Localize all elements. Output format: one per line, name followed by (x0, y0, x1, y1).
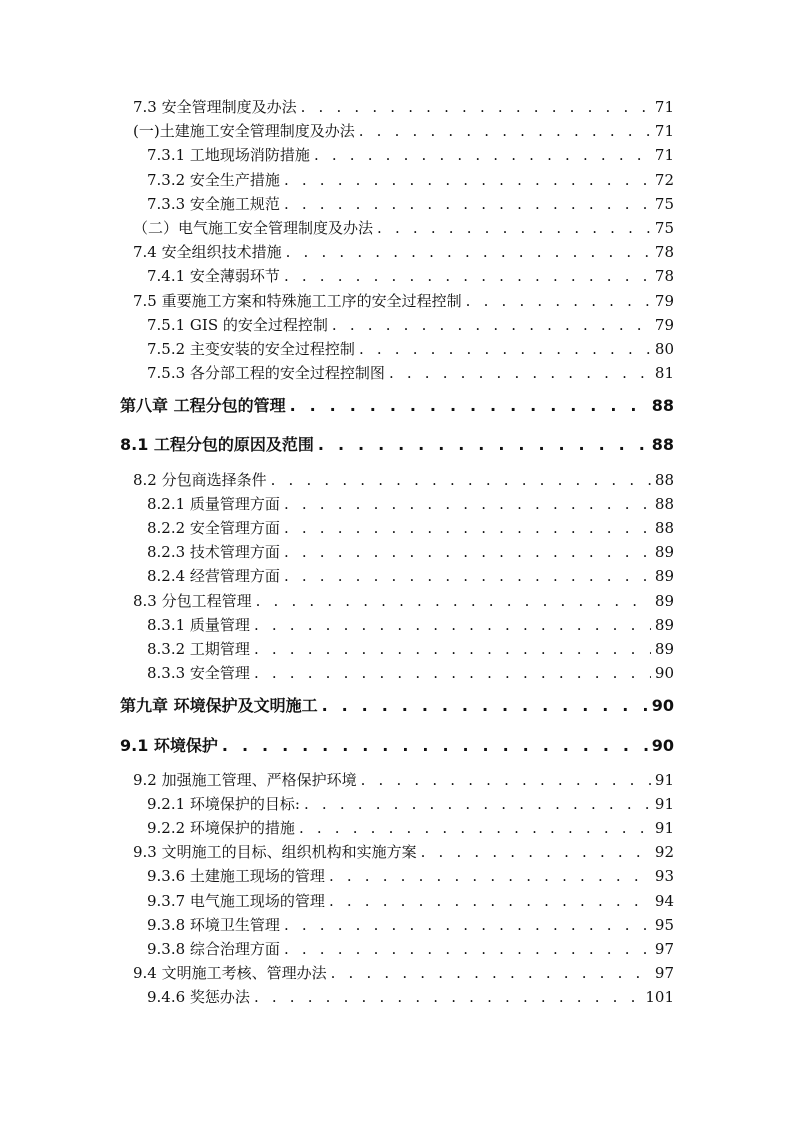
toc-entry-title: 9.3.7 电气施工现场的管理 (147, 891, 325, 910)
toc-entry[interactable] (120, 913, 674, 937)
toc-entry-title: 8.2.1 质量管理方面 (147, 494, 280, 513)
toc-entry-title: 9.2.1 环境保护的目标: (147, 794, 300, 813)
toc-entry-title: 7.4.1 安全薄弱环节 (147, 267, 280, 286)
dot-leader (271, 468, 651, 492)
toc-entry-title: 第八章 工程分包的管理 (120, 396, 286, 416)
toc-entry-page-number: 71 (654, 122, 674, 141)
dot-leader (304, 792, 651, 816)
dot-leader (318, 433, 648, 457)
toc-entry-page-number: 90 (654, 664, 674, 683)
toc-entry-page-number: 97 (654, 964, 674, 983)
toc-entry[interactable] (120, 734, 674, 758)
dot-leader (254, 613, 651, 637)
toc-entry-title: 9.4.6 奖惩办法 (147, 988, 250, 1007)
toc-entry-page-number: 80 (654, 339, 674, 358)
toc-entry-title: 8.1 工程分包的原因及范围 (120, 435, 314, 455)
toc-entry-title: 第九章 环境保护及文明施工 (120, 696, 318, 716)
dot-leader (377, 216, 651, 240)
dot-leader (284, 168, 651, 192)
dot-leader (466, 289, 651, 313)
dot-leader (359, 119, 651, 143)
toc-entry-page-number: 91 (654, 819, 674, 838)
toc-entry[interactable] (120, 289, 674, 313)
toc-entry-title: 7.5 重要施工方案和特殊施工工序的安全过程控制 (133, 291, 462, 310)
dot-leader (284, 192, 651, 216)
toc-entry[interactable] (120, 637, 674, 661)
toc-entry-page-number: 89 (654, 615, 674, 634)
toc-entry-page-number: 91 (654, 770, 674, 789)
dot-leader (301, 95, 651, 119)
toc-entry[interactable] (120, 516, 674, 540)
toc-entry[interactable] (120, 337, 674, 361)
toc-entry[interactable] (120, 589, 674, 613)
toc-entry-title: 7.3.2 安全生产措施 (147, 170, 280, 189)
toc-entry-title: 8.2.2 安全管理方面 (147, 519, 280, 537)
toc-entry-page-number: 78 (654, 243, 674, 262)
toc-entry-title: 9.2.2 环境保护的措施 (147, 819, 295, 838)
toc-entry-page-number: 71 (654, 146, 674, 165)
toc-entry-page-number: 88 (654, 494, 674, 513)
dot-leader (329, 889, 651, 913)
toc-entry[interactable] (120, 216, 674, 240)
dot-leader (284, 492, 651, 516)
toc-entry[interactable] (120, 492, 674, 516)
toc-entry-page-number: 93 (654, 867, 674, 886)
toc-entry[interactable] (120, 313, 674, 337)
dot-leader (254, 637, 651, 661)
toc-entry-page-number: 95 (654, 915, 674, 934)
toc-entry-title: 8.3.1 质量管理 (147, 615, 250, 634)
toc-entry[interactable] (120, 540, 674, 564)
toc-entry-title: 9.3 文明施工的目标、组织机构和实施方案 (133, 843, 417, 862)
toc-entry-title: 8.2.3 技术管理方面 (147, 543, 280, 562)
toc-entry-page-number: 89 (654, 591, 674, 610)
toc-entry[interactable] (120, 792, 674, 816)
toc-entry-title: 8.2.4 经营管理方面 (147, 567, 280, 586)
toc-entry-page-number: 71 (654, 98, 674, 116)
toc-entry[interactable] (120, 564, 674, 588)
toc-entry-page-number: 81 (654, 364, 674, 383)
toc-entry-title: 8.3 分包工程管理 (133, 591, 252, 610)
toc-entry-page-number: 75 (654, 218, 674, 237)
toc-entry-title: 7.5.2 主变安装的安全过程控制 (147, 339, 355, 358)
dot-leader (389, 361, 651, 385)
toc-entry-title: (一)土建施工安全管理制度及办法 (133, 122, 355, 141)
toc-entry[interactable] (120, 143, 674, 167)
toc-entry[interactable] (120, 468, 674, 492)
toc-entry-title: 8.2 分包商选择条件 (133, 470, 267, 489)
toc-entry[interactable] (120, 240, 674, 264)
toc-entry[interactable] (120, 816, 674, 840)
toc-entry-page-number: 90 (651, 735, 674, 755)
toc-entry-page-number: 89 (654, 639, 674, 658)
dot-leader (361, 768, 651, 792)
dot-leader (331, 961, 651, 985)
toc-entry-page-number: 89 (654, 543, 674, 562)
dot-leader (254, 985, 641, 1009)
toc-entry[interactable] (120, 889, 674, 913)
toc-entry-page-number: 78 (654, 267, 674, 286)
toc-entry-page-number: 79 (654, 315, 674, 334)
dot-leader (290, 394, 648, 418)
dot-leader (284, 516, 651, 540)
table-of-contents (120, 95, 674, 1010)
toc-entry-title: 8.3.3 安全管理 (147, 664, 250, 683)
dot-leader (359, 337, 651, 361)
dot-leader (254, 661, 651, 685)
toc-entry-title: 7.4 安全组织技术措施 (133, 243, 282, 262)
dot-leader (299, 816, 651, 840)
toc-entry[interactable] (120, 661, 674, 685)
toc-entry-page-number: 92 (654, 843, 674, 862)
toc-entry[interactable] (120, 361, 674, 385)
toc-entry-page-number: 89 (654, 567, 674, 586)
toc-entry-title: 9.4 文明施工考核、管理办法 (133, 964, 327, 983)
toc-entry[interactable] (120, 264, 674, 288)
toc-entry-title: 9.3.8 综合治理方面 (147, 940, 280, 958)
dot-leader (284, 564, 651, 588)
toc-entry-page-number: 72 (654, 170, 674, 189)
toc-entry-title: （二）电气施工安全管理制度及办法 (133, 218, 374, 237)
toc-entry[interactable] (120, 937, 674, 961)
toc-entry[interactable] (120, 433, 674, 457)
dot-leader (322, 694, 648, 718)
dot-leader (284, 264, 651, 288)
toc-entry[interactable] (120, 192, 674, 216)
toc-entry-title: 7.3.3 安全施工规范 (147, 194, 280, 213)
toc-entry[interactable] (120, 168, 674, 192)
toc-entry-page-number: 88 (651, 435, 674, 455)
toc-entry[interactable] (120, 864, 674, 888)
toc-entry[interactable] (120, 119, 674, 143)
toc-entry[interactable] (120, 961, 674, 985)
toc-entry-page-number: 88 (654, 519, 674, 537)
toc-entry-page-number: 94 (654, 891, 674, 910)
toc-entry-title: 7.3.1 工地现场消防措施 (147, 146, 310, 165)
toc-entry[interactable] (120, 768, 674, 792)
toc-entry-title: 9.2 加强施工管理、严格保护环境 (133, 770, 357, 789)
toc-entry[interactable] (120, 95, 674, 119)
toc-entry-title: 7.5.3 各分部工程的安全过程控制图 (147, 364, 385, 383)
dot-leader (314, 143, 651, 167)
dot-leader (284, 937, 651, 961)
toc-entry-title: 9.3.6 土建施工现场的管理 (147, 867, 325, 886)
dot-leader (284, 913, 651, 937)
dot-leader (332, 313, 651, 337)
toc-entry-page-number: 90 (651, 696, 674, 716)
toc-entry-title: 7.5.1 GIS 的安全过程控制 (147, 315, 328, 334)
toc-entry[interactable] (120, 613, 674, 637)
dot-leader (256, 589, 651, 613)
toc-chapter-entry[interactable] (120, 394, 674, 418)
dot-leader (329, 864, 651, 888)
toc-entry[interactable] (120, 840, 674, 864)
toc-entry-title: 7.3 安全管理制度及办法 (133, 98, 297, 116)
toc-entry-page-number: 88 (654, 470, 674, 489)
toc-entry-page-number: 75 (654, 194, 674, 213)
toc-entry-title: 9.1 环境保护 (120, 735, 218, 755)
dot-leader (284, 540, 651, 564)
dot-leader (286, 240, 651, 264)
toc-entry-page-number: 88 (651, 396, 674, 416)
toc-entry-page-number: 79 (654, 291, 674, 310)
toc-entry-title: 8.3.2 工期管理 (147, 639, 250, 658)
toc-entry-page-number: 101 (645, 988, 674, 1007)
dot-leader (222, 734, 648, 758)
dot-leader (421, 840, 651, 864)
toc-entry-title: 9.3.8 环境卫生管理 (147, 915, 280, 934)
toc-entry[interactable] (120, 985, 674, 1009)
toc-chapter-entry[interactable] (120, 694, 674, 718)
toc-entry-page-number: 91 (654, 794, 674, 813)
toc-entry-page-number: 97 (654, 940, 674, 958)
